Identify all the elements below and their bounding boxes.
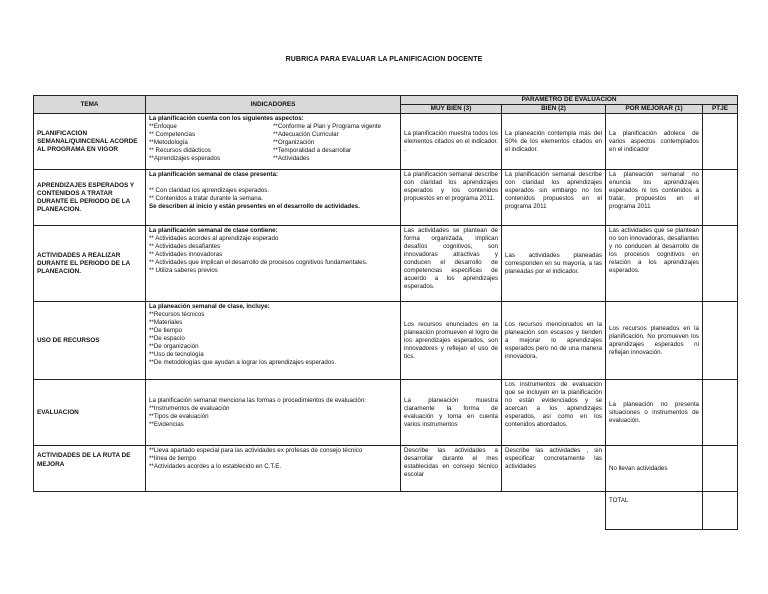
indicator-item: **Conforme al Plan y Programa vigente (273, 123, 381, 131)
indicator-item: **Recursos técnicos (149, 311, 205, 319)
indicator-note: Se describen al inicio y están presentes en el desarrollo de actividades. (149, 203, 360, 211)
table-row (34, 446, 738, 492)
indicator-item: **De tiempo (149, 327, 183, 335)
tema-cell: APRENDIZAJES ESPERADOS Y CONTENIDOS A TRATAR DURANTE EL PERIODO DE LA PLANEACION. (34, 170, 146, 226)
indicator-item: ** Recursos didácticos (149, 147, 211, 155)
indicator-item: ** Con claridad los aprendizajes esperados. (149, 187, 270, 195)
indicator-heading: La planificación semanal de clase contiene: (149, 227, 278, 235)
indicator-item: **Instrumentos de evaluación (149, 404, 230, 412)
indicator-item: **Aprendizajes esperados (149, 155, 221, 163)
indicator-item: **De metodologías que ayudan a lograr los aprendizajes esperados. (149, 358, 337, 366)
por-mejorar-cell: No llevan actividades (606, 446, 703, 492)
header-tema: TEMA (34, 96, 146, 114)
indicator-heading: La planificación semanal de clase presenta: (149, 171, 278, 179)
table-row (34, 226, 738, 302)
tema-cell: EVALUACION (34, 380, 146, 446)
table-row (34, 302, 738, 380)
header-bien: BIEN (2) (502, 105, 606, 114)
indicator-item: ** Competencias (149, 131, 196, 139)
indicadores-cell (146, 170, 401, 226)
rubric-table (33, 95, 738, 530)
muy-bien-cell: Describe las actividades a desarrollar durante el mes establecidas en consejo técnico escolar (401, 446, 502, 492)
tema-cell: ACTIVIDADES A REALIZAR DURANTE EL PERIODO DE LA PLANEACION. (34, 226, 146, 302)
tema-cell: PLANIFICACION SEMANAL/QUINCENAL ACORDE AL PROGRAMA EN VIGOR (34, 114, 146, 170)
indicator-item: **Enfoque (149, 123, 177, 131)
indicator-item: ** Actividades acordes al aprendizaje esperado (149, 235, 279, 243)
ptje-cell (703, 302, 738, 380)
indicator-item: ** Actividades que implican el desarrollo de procesos cognitivos fundamentales. (149, 259, 368, 267)
por-mejorar-cell: La planeación semanal no enuncia los aprendizajes esperados ni los contenidos a tratar, propuestos en el programa 2011 (606, 170, 703, 226)
bien-cell: La planeación contempla más del 50% de los elementos citados en el indicador. (502, 114, 606, 170)
indicator-item: **línea de tiempo (149, 455, 197, 463)
indicator-item: **Actividades (273, 155, 310, 163)
ptje-cell (703, 226, 738, 302)
tema-cell: USO DE RECURSOS (34, 302, 146, 380)
por-mejorar-cell: La planificación adolece de varios aspectos contemplados en el indicador (606, 114, 703, 170)
indicator-item: **Evidencias (149, 420, 184, 428)
indicator-item: **Uso de tecnología (149, 351, 204, 358)
indicadores-cell (146, 446, 401, 492)
por-mejorar-cell: Los recursos planeados en la planificación. No promueven los aprendizajes esperados ni reflejan innovación. (606, 302, 703, 380)
bien-cell: Los recursos mencionados en la planeación son escasos y tienden a mejorar lo aprendizajes esperados pero no de una manera innovadora. (502, 302, 606, 380)
header-ptje: PTJE (703, 105, 738, 114)
muy-bien-cell: Las actividades se plantean de forma organizada, implican desafíos cognitivos, son innovadoras atractivas y conducen el desarrollo de competencias especificas de acuerdo a los aprendizajes esperados. (401, 226, 502, 302)
bien-cell: Describe las actividades , sin especificar concretamente las actividades (502, 446, 606, 492)
table-row (34, 114, 738, 170)
indicator-item: **Actividades acordes a lo establecido en C.T.E. (149, 463, 282, 471)
header-parametro: PARAMETRO DE EVALUACION (401, 96, 738, 105)
total-label: TOTAL (606, 492, 703, 530)
bien-cell: Los instrumentos de evaluación que se incluyen en la planificación no están evidenciados y se acercan a los aprendizajes esperados, así como en los contenidos abordados. (502, 380, 606, 446)
header-muy-bien: MUY BIEN (3) (401, 105, 502, 114)
indicator-item: ** Actividades desafiantes (149, 243, 221, 251)
indicadores-cell (146, 114, 401, 170)
muy-bien-cell: La planificación semanal describe con claridad los aprendizajes esperados y los contenidos propuestos en el programa 2011. (401, 170, 502, 226)
muy-bien-cell: Los recursos enunciados en la planeación promueven el logro de los aprendizajes esperados, son innovadores y reflejan el uso de tics. (401, 302, 502, 380)
por-mejorar-cell: Las actividades que se plantean no son innovadoras, desafiantes y no conducen al desarrollo de los procesos cognitivos en relación a los aprendizajes esperados. (606, 226, 703, 302)
ptje-cell (703, 114, 738, 170)
bien-cell: La planificación semanal describe con claridad los aprendizajes esperados sin embargo no los contenidos propuestos en el programa 2011 (502, 170, 606, 226)
indicadores-cell (146, 226, 401, 302)
indicadores-cell (146, 302, 401, 380)
table-row (34, 170, 738, 226)
indicator-item: **Organización (273, 139, 315, 147)
indicator-item: **Temporalidad a desarrollar (273, 147, 352, 155)
indicator-item: **Tipos de evaluación (149, 412, 209, 420)
indicator-item: **Adecuación Curricular (273, 131, 339, 139)
por-mejorar-cell: La planeación no presenta situaciones o instrumentos de evaluación. (606, 380, 703, 446)
header-por-mejorar: POR MEJORAR (1) (606, 105, 703, 114)
total-row (34, 492, 738, 530)
indicator-item: **Metodología (149, 139, 188, 147)
indicator-item: **De espacio (149, 335, 185, 343)
indicator-item: **Lleva apartado especial para las actividades ex profesas de consejo técnico (149, 447, 363, 455)
muy-bien-cell: La planeación muestra claramente la forma de evaluación y toma en cuenta varios instrumentos (401, 380, 502, 446)
ptje-cell (703, 380, 738, 446)
indicator-heading: La planificación cuenta con los siguientes aspectos: (149, 115, 304, 123)
indicator-heading: La planificación semanal menciona las formas o procedimientos de evaluación: (149, 397, 367, 404)
tema-cell: ACTIVIDADES DE LA RUTA DE MEJORA (34, 446, 146, 492)
ptje-cell (703, 170, 738, 226)
indicator-item: **De organización (149, 343, 199, 351)
page-title: RUBRICA PARA EVALUAR LA PLANIFICACION DOCENTE (285, 56, 483, 63)
indicadores-cell (146, 380, 401, 446)
indicator-item: ** Contenidos a tratar durante la semana. (149, 195, 263, 203)
indicator-item: ** Actividades innovadoras (149, 251, 223, 259)
ptje-cell (703, 446, 738, 492)
indicator-item: **Materiales (149, 319, 183, 327)
total-value-cell (703, 492, 738, 530)
indicator-item: ** Utiliza saberes previos (149, 267, 218, 275)
header-indicadores: INDICADORES (146, 96, 401, 114)
bien-cell: Las actividades planeadas corresponden en su mayoría, a las planeadas por el indicador. (502, 226, 606, 302)
indicator-heading: La planeación semanal de clase, incluye: (149, 303, 270, 311)
table-row (34, 380, 738, 446)
muy-bien-cell: La planificación muestra todos los elementos citados en el indicador. . (401, 114, 502, 170)
